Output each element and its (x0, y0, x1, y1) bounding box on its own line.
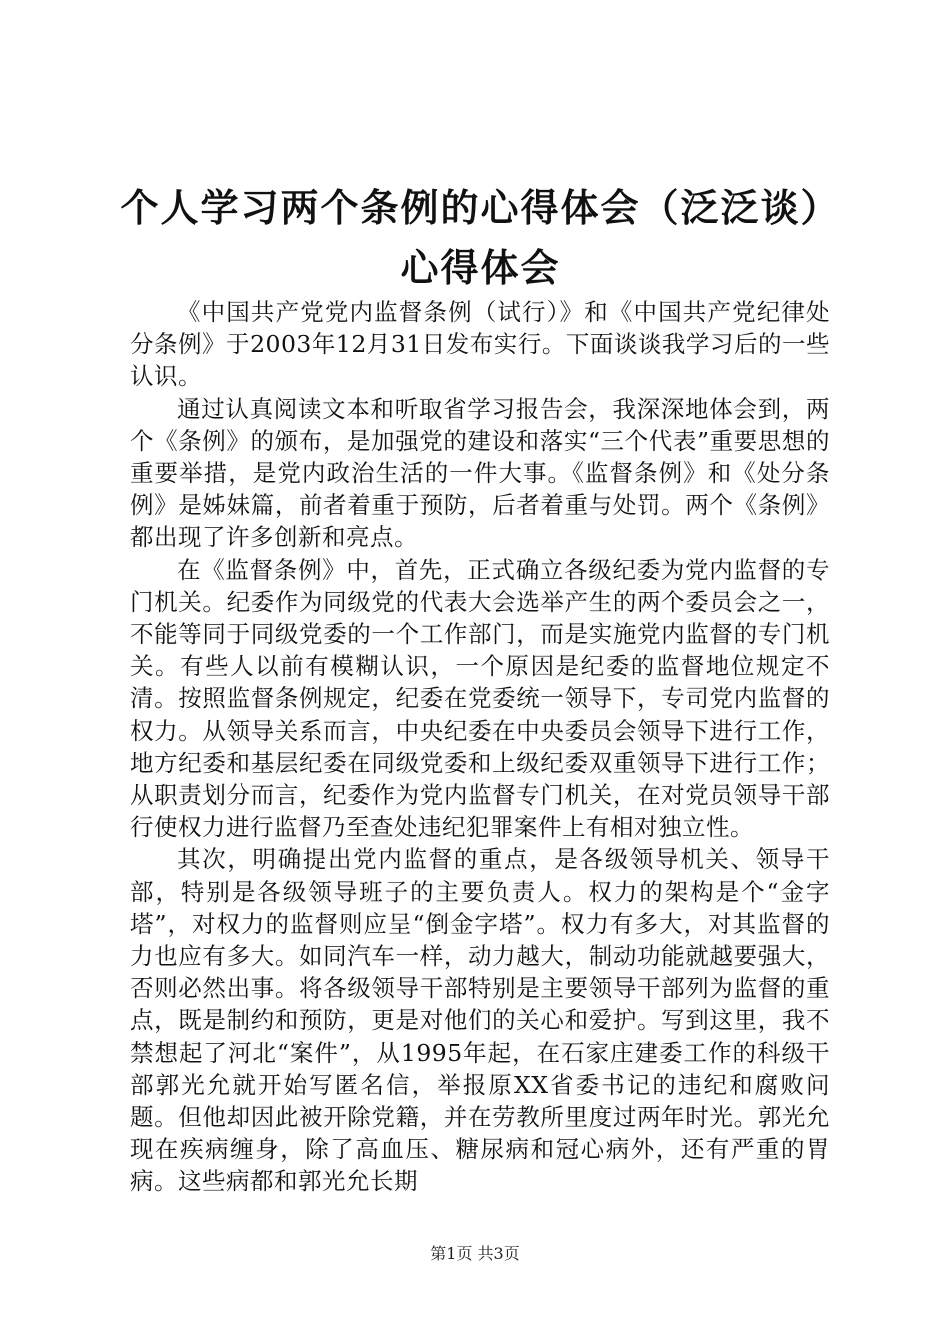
page-number-footer: 第1页 共3页 (430, 1244, 520, 1263)
paragraph-1: 《中国共产党党内监督条例（试行）》和《中国共产党纪律处分条例》于2003年12月31日发布实行。下面谈谈我学习后的一些认识。 (130, 298, 830, 391)
paragraph-2: 通过认真阅读文本和听取省学习报告会，我深深地体会到，两个《条例》的颁布，是加强党的建设和落实“三个代表”重要思想的重要举措，是党内政治生活的一件大事。《监督条例》和《处分条例》是姊妹篇，前者着重于预防，后者着重与处罚。两个《条例》都出现了许多创新和亮点。 (130, 394, 830, 552)
paragraph-4: 其次，明确提出党内监督的重点，是各级领导机关、领导干部，特别是各级领导班子的主要负责人。权力的架构是个“金字塔”，对权力的监督则应呈“倒金字塔”。权力有多大，对其监督的力也应有多大。如同汽车一样，动力越大，制动功能就越要强大，否则必然出事。将各级领导干部特别是主要领导干部列为监督的重点，既是制约和预防，更是对他们的关心和爱护。写到这里，我不禁想起了河北“案件”，从1995年起，在石家庄建委工作的科级干部郭光允就开始写匿名信，举报原XX省委书记的违纪和腐败问题。但他却因此被开除党籍，并在劳教所里度过两年时光。郭光允现在疾病缠身，除了高血压、糖尿病和冠心病外，还有严重的胃病。这些病都和郭光允长期 (130, 845, 830, 1196)
document-title: 个人学习两个条例的心得体会（泛泛谈）心得体会 (120, 185, 841, 290)
document-body (130, 296, 830, 1198)
paragraph-3: 在《监督条例》中，首先，正式确立各级纪委为党内监督的专门机关。纪委作为同级党的代表大会选举产生的两个委员会之一，不能等同于同级党委的一个工作部门，而是实施党内监督的专门机关。有些人以前有模糊认识，一个原因是纪委的监督地位规定不清。按照监督条例规定，纪委在党委统一领导下，专司党内监督的权力。从领导关系而言，中央纪委在中央委员会领导下进行工作，地方纪委和基层纪委在同级党委和上级纪委双重领导下进行工作；从职责划分而言，纪委作为党内监督专门机关，在对党员领导干部行使权力进行监督乃至查处违纪犯罪案件上有相对独立性。 (130, 555, 830, 842)
